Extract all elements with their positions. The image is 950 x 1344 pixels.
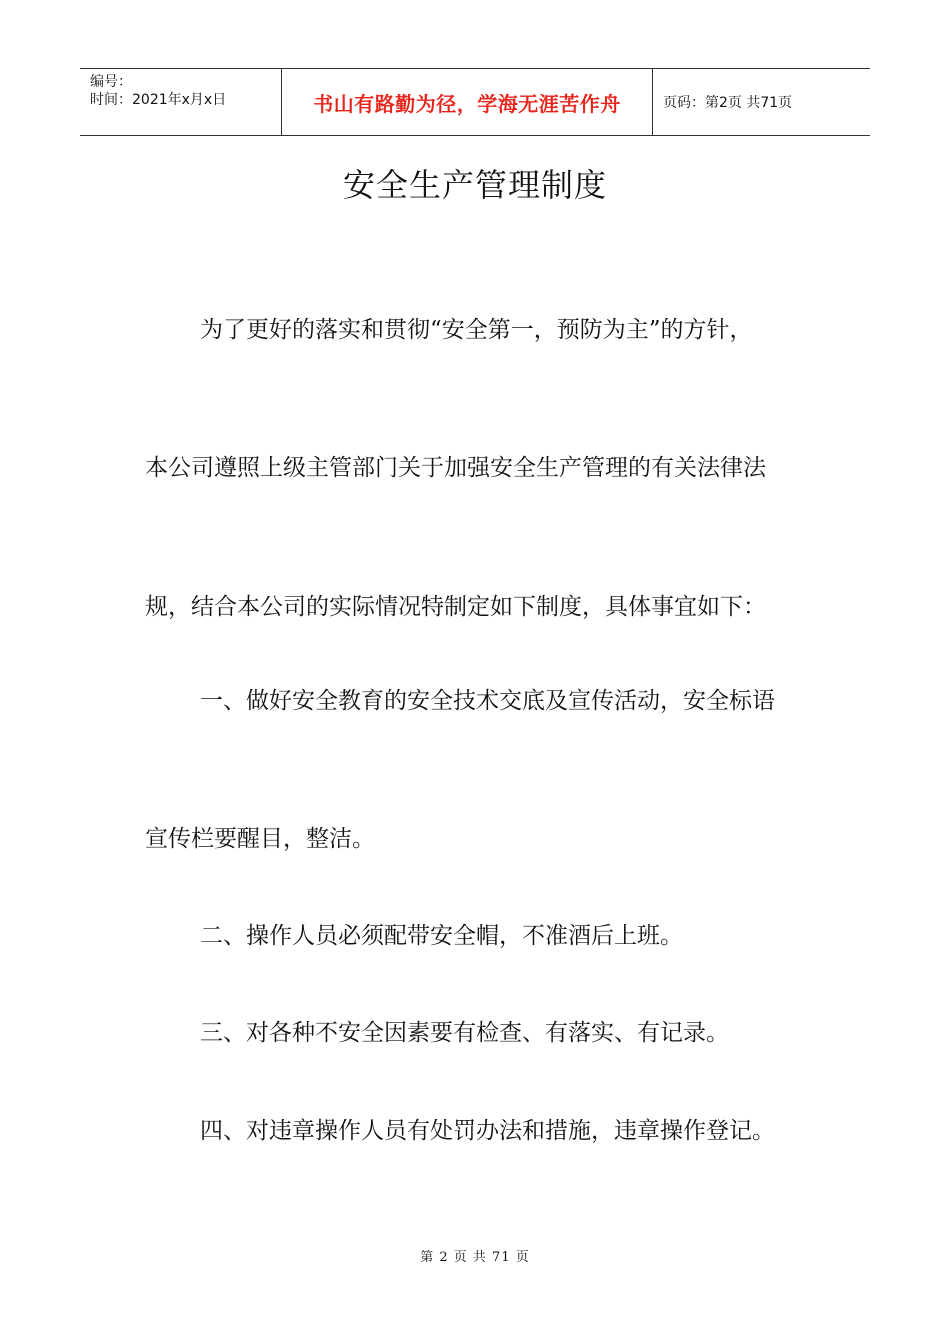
page-footer: 第 2 页 共 71 页 <box>420 1250 530 1265</box>
header-page-info: 页码：第2页 共71页 <box>663 95 793 111</box>
document-number-label: 编号： <box>90 74 132 90</box>
body-line-4: 一、做好安全教育的安全技术交底及宣传活动，安全标语 <box>200 688 775 714</box>
body-line-3: 规，结合本公司的实际情况特制定如下制度，具体事宜如下： <box>145 594 766 620</box>
body-line-5: 宣传栏要醒目，整洁。 <box>145 826 375 852</box>
body-line-7: 三、对各种不安全因素要有检查、有落实、有记录。 <box>200 1020 729 1046</box>
body-line-8: 四、对违章操作人员有处罚办法和措施，违章操作登记。 <box>200 1118 775 1144</box>
body-line-6: 二、操作人员必须配带安全帽，不准酒后上班。 <box>200 923 683 949</box>
header-motto-cell <box>281 69 653 135</box>
header-motto: 书山有路勤为径，学海无涯苦作舟 <box>313 91 621 116</box>
header-table <box>80 68 870 136</box>
body-line-2: 本公司遵照上级主管部门关于加强安全生产管理的有关法律法 <box>145 455 766 481</box>
document-title: 安全生产管理制度 <box>342 166 607 204</box>
header-meta-cell <box>80 69 281 135</box>
body-line-1: 为了更好的落实和贯彻“安全第一，预防为主”的方针， <box>200 317 753 343</box>
header-page-cell <box>653 69 870 135</box>
document-time-label: 时间：2021年x月x日 <box>90 92 227 108</box>
